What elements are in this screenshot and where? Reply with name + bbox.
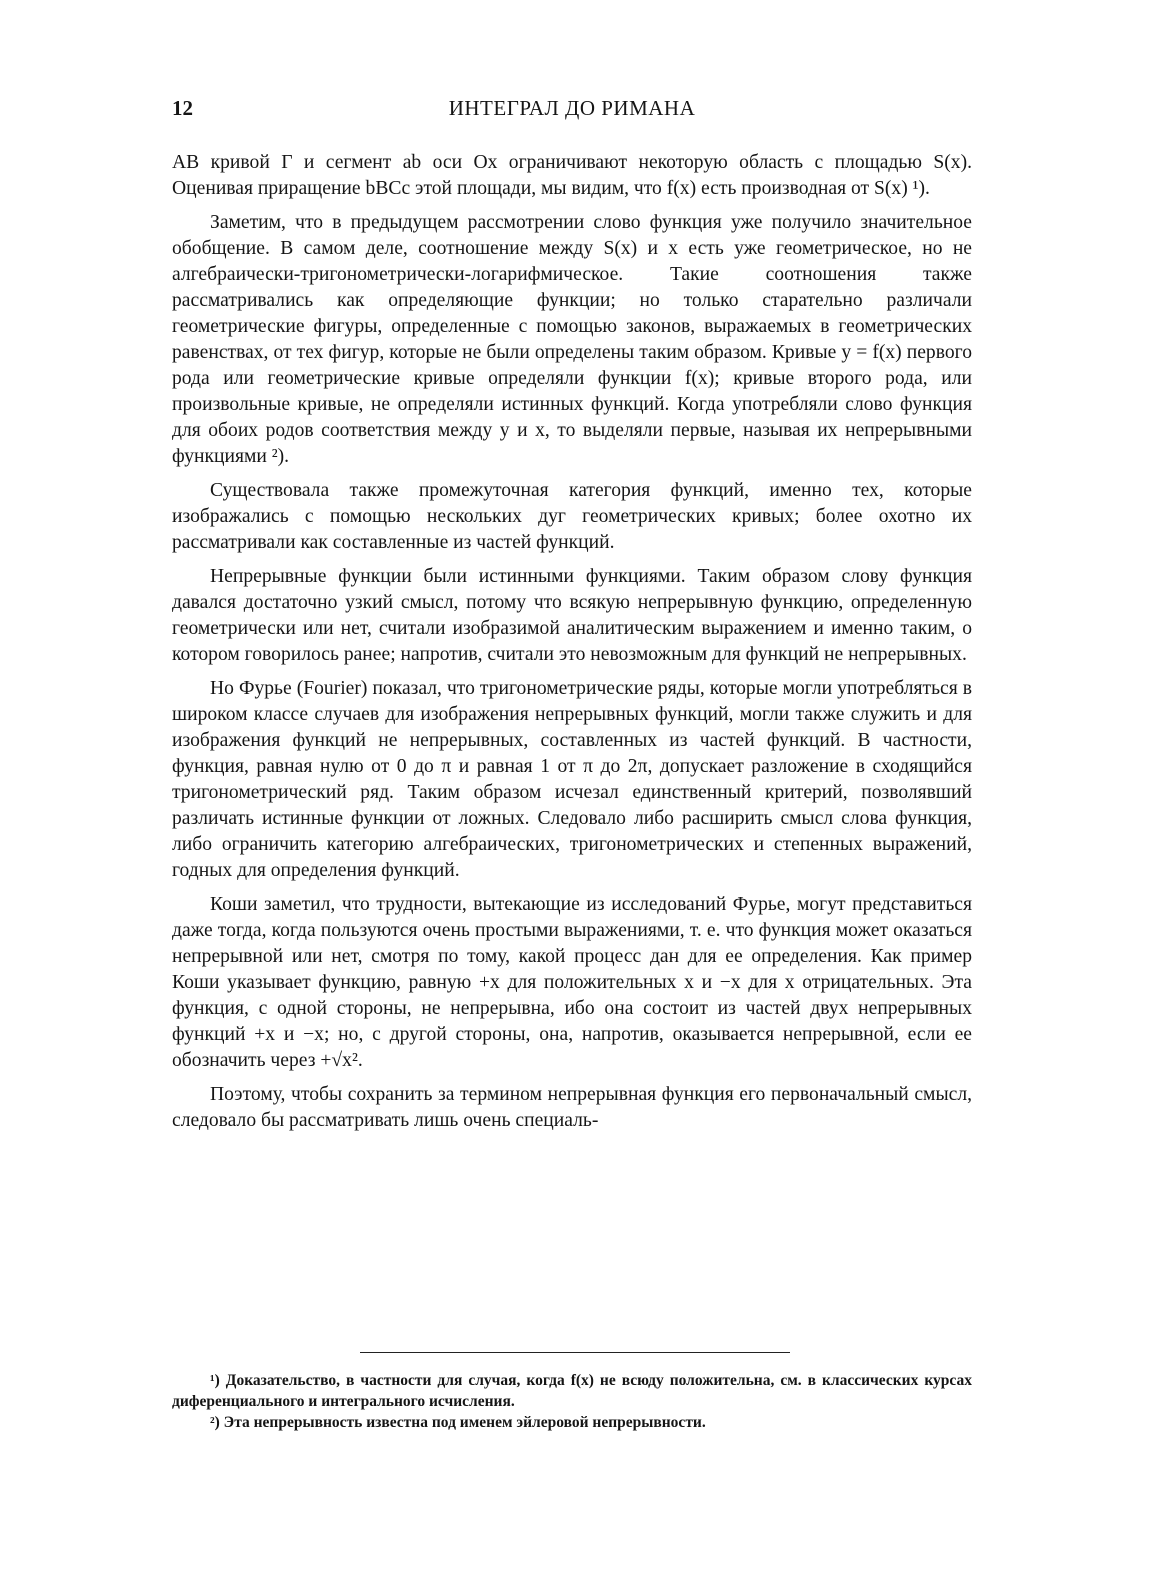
paragraph-2: Заметим, что в предыдущем рассмотрении слово функция уже получило значительное обобщение. В самом деле, соотношение между S(x) и x есть уже геометрическое, но не алгебраически-тригонометрически-логарифмическое. Такие соотношения также рассматривались как определяющие функции; но только старательно различали геометрические фигуры, определенные с помощью законов, выражаемых в геометрических равенствах, от тех фигур, которые не были определены таким образом. Кривые y = f(x) первого рода или геометрические кривые определяли функции f(x); кривые второго рода, или произвольные кривые, не определяли истинных функций. Когда употребляли слово функция для обоих родов соответствия между y и x, то выделяли первые, называя их непрерывными функциями ²). [172,212,972,467]
paragraph-1: AB кривой Г и сегмент ab оси Ox ограничивают некоторую область с площадью S(x). Оценивая приращение bBCc этой площади, мы видим, что f(x) есть производная от S(x) ¹). [172,152,972,199]
footnote-divider [360,1352,790,1353]
paragraph-6: Коши заметил, что трудности, вытекающие из исследований Фурье, могут представиться даже тогда, когда пользуются очень простыми выражениями, т. е. что функция может оказаться непрерывной или нет, смотря по тому, какой процесс дан для ее определения. Как пример Коши указывает функцию, равную +x для положительных x и −x для x отрицательных. Эта функция, с одной стороны, не непрерывна, ибо она состоит из частей двух непрерывных функций +x и −x; но, с другой стороны, она, напротив, оказывается непрерывной, если ее обозначить через +√x². [172,894,972,1071]
body-text [172,150,972,1142]
running-title: ИНТЕГРАЛ ДО РИМАНА [448,96,696,120]
paragraph-3: Существовала также промежуточная категория функций, именно тех, которые изображались с помощью нескольких дуг геометрических кривых; более охотно их рассматривали как составленные из частей функций. [172,480,972,553]
footnote-1: ¹) Доказательство, в частности для случая, когда f(x) не всюду положительна, см. в классических курсах диференциального и интегрального исчисления. [172,1372,972,1410]
page-header [172,96,972,128]
footnotes [172,1370,972,1433]
page-number: 12 [172,96,193,120]
paragraph-4: Непрерывные функции были истинными функциями. Таким образом слову функция давался достаточно узкий смысл, потому что всякую непрерывную функцию, определенную геометрически или нет, считали изобразимой аналитическим выражением и именно таким, о котором говорилось ранее; напротив, считали это невозможным для функций не непрерывных. [172,566,972,665]
paragraph-7: Поэтому, чтобы сохранить за термином непрерывная функция его первоначальный смысл, следовало бы рассматривать лишь очень специаль- [172,1084,972,1131]
footnote-2: ²) Эта непрерывность известна под именем эйлеровой непрерывности. [210,1414,706,1431]
paragraph-5: Но Фурье (Fourier) показал, что тригонометрические ряды, которые могли употребляться в широком классе случаев для изображения непрерывных функций, могли также служить и для изображения функций не непрерывных, составленных из частей функций. В частности, функция, равная нулю от 0 до π и равная 1 от π до 2π, допускает разложение в сходящийся тригонометрический ряд. Таким образом исчезал единственный критерий, позволявший различать истинные функции от ложных. Следовало либо расширить смысл слова функция, либо ограничить категорию алгебраических, тригонометрических и степенных выражений, годных для определения функций. [172,678,972,881]
